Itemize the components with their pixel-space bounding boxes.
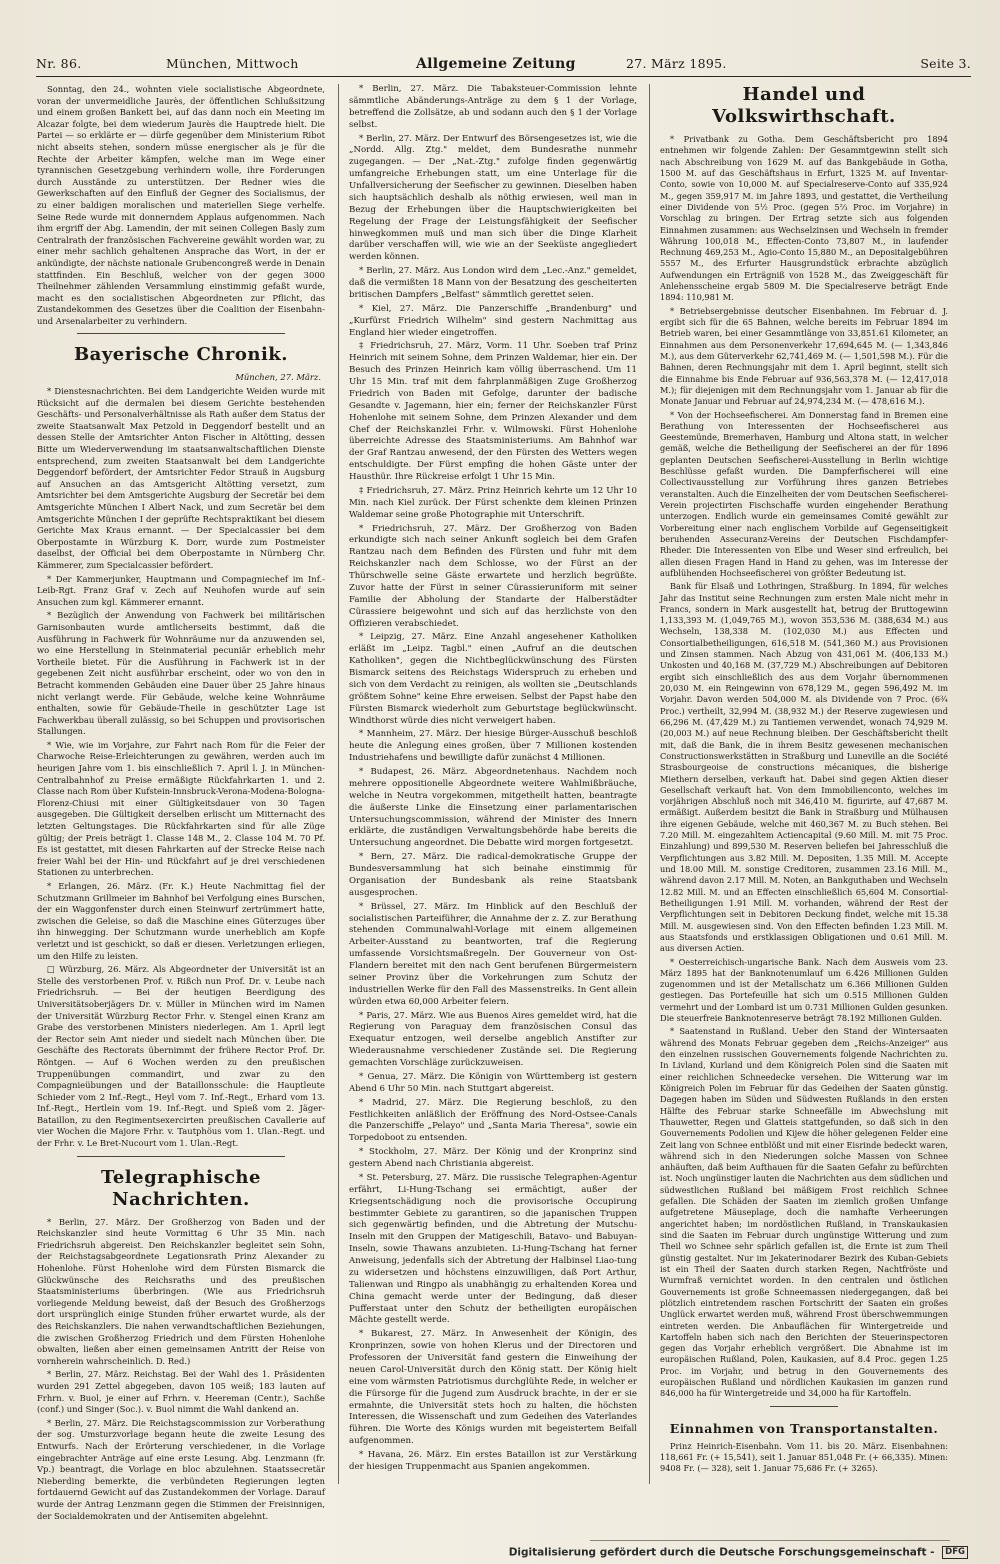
article-paragraph: * Wie, wie im Vorjahre, zur Fahrt nach Rom für die Feier der Charwoche Reise-Erleichterungen zu gewähren, werden auch im heurigen Jahre vom 1. bis einschließlich 7. April l. J. in München-Centralbahnhof zu Preise ermäßigte Rückfahrkarten 1. und 2. Classe nach Rom über Kufstein-Innsbruck-Verona-Modena-Bologna-Florenz-Chiusi mit einer Gültigkeitsdauer von 30 Tagen ausgegeben. Die Gültigkeit derselben erlischt um Mitternacht des letzten Geltungstages. Die Rückfahrkarten sind für alle Züge gültig; der Preis beträgt 1. Classe 148 M., 2. Classe 104 M. 70 Pf. Es ist gestattet, mit diesen Fahrkarten auf der Strecke Reise nach freier Wahl bei der Hin- und Rückfahrt auf je drei verschiedenen Stationen zu unterbrechen. <box>37 739 325 878</box>
masthead <box>36 56 971 76</box>
column-1 <box>37 84 325 1524</box>
digitization-footer <box>509 1546 968 1559</box>
article-paragraph: * Genua, 27. März. Die Königin von Württemberg ist gestern Abend 6 Uhr 50 Min. nach Stuttgart abgereist. <box>349 1071 637 1094</box>
article-paragraph: * Berlin, 27. März. Reichstag. Bei der Wahl des 1. Präsidenten wurden 291 Zettel abgegeben, davon 105 weiß; 183 lauten auf Frhrn. v. Buol, je einer auf Frhrn. v. Heereman (Centr.), Sachße (conf.) und Singer (Soc.). v. Buol nimmt die Wahl dankend an. <box>37 1369 325 1415</box>
article-paragraph: * Madrid, 27. März. Die Regierung beschloß, zu den Festlichkeiten anläßlich der Eröffnung des Nord-Ostsee-Canals die Panzerschiffe „Pelayo" und „Santa Maria Theresa", sowie ein Torpedoboot zu entsenden. <box>349 1097 637 1144</box>
article-paragraph: * Friedrichsruh, 27. März. Der Großherzog von Baden erkundigte sich nach seiner Ankunft sogleich bei dem Grafen Rantzau nach dem Befinden des Fürsten und fuhr mit dem Reichskanzler nach dem Schlosse, wo der Fürst an der Thürschwelle seine Gäste erwartete und herzlich begrüßte. Zuvor hatte der Fürst in seiner Cürassieruniform mit seiner Familie der Abholung der Standarte der Halberstädter Cürassiere beigewohnt und sich auf das herzlichste von den Offizieren verabschiedet. <box>349 523 637 629</box>
article-paragraph: * Bern, 27. März. Die radical-demokratische Gruppe der Bundesversammlung hat sich beinahe einstimmig für Organisation der Bundesbank als reine Staatsbank ausgesprochen. <box>349 852 637 898</box>
dfg-logo: DFG <box>942 1546 968 1559</box>
article-paragraph: * Paris, 27. März. Wie aus Buenos Aires gemeldet wird, hat die Regierung von Paraguay dem französischen Consul das Exequatur entzogen, weil derselbe angeblich Anstifter zur Wiederausnahme verschiedener Zustände sei. Die Regierung gemachten Vorschläge zurückzuweisen. <box>349 1010 637 1068</box>
dateline: München, 27. März. <box>235 372 321 383</box>
column-divider <box>338 84 339 1484</box>
column-2 <box>349 84 637 1476</box>
issue-date: 27. März 1895. <box>626 56 727 71</box>
article-paragraph: * Budapest, 26. März. Abgeordnetenhaus. Nachdem noch mehrere oppositionelle Abgeordnete weitere Wahlmißbräuche, welche in Neutra vorgekommen, mitgetheilt hatten, beantragte die äußerste Linke die Einsetzung einer parlamentarischen Untersuchungscommission, während der Minister des Innern erklärte, die zuständigen Verwaltungsbehörde habe bereits die Untersuchung angeordnet. Die Debatte wird morgen fortgesetzt. <box>349 767 637 849</box>
article-paragraph: * Bezüglich der Anwendung von Fachwerk bei militärischen Garnisonbauten wurde amtlicherseits bestimmt, daß die Ausführung in Fachwerk für Wohnräume nur da anzuwenden sei, wo eine Herstellung in Steinmaterial pecuniär erheblich mehr Vortheile bietet. Für die Ausführung in Fachwerk ist in der gegebenen Zeit nicht ausführbar erscheint, oder wo von den in Betracht kommenden Gebäuden eine Dauer über 25 Jahre hinaus nicht verlangt werde. Für Gebäude, welche keine Wohnräume enthalten, sowie für Gebäude-Theile in geschützter Lage ist Fachwerkbau überall zulässig, so bei Schuppen und provisorischen Stallungen. <box>37 610 325 737</box>
page-number: Seite 3. <box>920 56 971 71</box>
article-paragraph: ‡ Friedrichsruh, 27. März. Prinz Heinrich kehrte um 12 Uhr 10 Min. nach Kiel zurück. Der Fürst schenkte dem kleinen Prinzen Waldemar seine große Photographie mit Unterschrift. <box>349 485 637 520</box>
article-paragraph: * Berlin, 27. März. Aus London wird dem „Lec.-Anz." gemeldet, daß die vermißten 18 Mann von der Besatzung des gescheiterten britischen Dampfers „Belfast" sämmtlich gerettet seien. <box>349 266 637 300</box>
section-divider <box>77 333 285 334</box>
article-paragraph: * St. Petersburg, 27. März. Die russische Telegraphen-Agentur erfährt, Li-Hung-Tschang sei ermächtigt, außer der Kriegsentschädigung noch die provisorische Occupirung bestimmter Gebiete zu garantiren, so die japanischen Truppen sich gegenwärtig befinden, und die Abtretung der Mutschu-Inseln mit den Gruppen der Matigeschili, Batavo- und Babuyan-Inseln, sowie Thawans anzubieten. Li-Hung-Tschang hat ferner Anweisung, jedenfalls sich der Abtretung der Halbinsel Liao-tung zu widersetzen und höchstens einzuwilligen, daß Port Arthur, Talienwan und Ringpo als unabhängig zu erhaltenden Korea und China gemacht werde unter der Bedingung, daß dieser Pufferstaat unter den Schutz der betheiligten europäischen Mächte gestellt werde. <box>349 1172 637 1326</box>
newspaper-title: Allgemeine Zeitung <box>416 56 576 72</box>
article-paragraph: * Stockholm, 27. März. Der König und der Kronprinz sind gestern Abend nach Christiania abgereist. <box>349 1147 637 1169</box>
section-heading-bavarian: Bayerische Chronik. <box>73 344 289 366</box>
article-paragraph: * Von der Hochseefischerei. Am Donnerstag fand in Bremen eine Berathung von Interessenten der Hochseefischerei aus Geestemünde, Bremerhaven, Hamburg und Altona statt, in welcher gemäß, welche die Betheiligung der Seefischerei an der für 1896 geplanten Deutschen Seefischerei-Ausstellung in Berlin wichtige Beschlüsse gefaßt wurden. Die Dampferfischerei will eine Collectivausstellung zur Vorführung ihres ganzen Betriebes veranstalten. Auch die Einzelheiten der vom Deutschen Seefischerei-Verein projectirten Fischschaffe wurden eingehender Berathung unterzogen. Endlich wurde ein gemeinsames Comité gewählt zur Vorbereitung einer nach englischem Vorbilde auf Gegenseitigkeit beruhenden Assecuranz-Vereins der Deutschen Fischdampfer-Rheder. Die Interessenten von Elbe und Weser sind erfreulich, bei allen diesen Fragen Hand in Hand zu gehen, was im Interesse der aufblühenden Hochseefischerei von größter Bedeutung ist. <box>660 409 948 578</box>
section-divider <box>77 1156 285 1157</box>
article-paragraph: * Leipzig, 27. März. Eine Anzahl angesehener Katholiken erläßt im „Leipz. Tagbl." einen „Aufruf an die deutschen Katholiken", gegen die Nichtbeglückwünschung des Fürsten Bismarck seitens des Reichstags Widerspruch zu erheben und sich von dem Verdacht zu reinigen, als wollten sie „Deutschlands größtem Sohne" keine Ehre erweisen. Selbst der Papst habe den Fürsten Bismarck wiederholt zum Geburtstage beglückwünscht. Windthorst würde dies nicht verweigert haben. <box>349 632 637 726</box>
article-paragraph: * Bukarest, 27. März. In Anwesenheit der Königin, des Kronprinzen, sowie von hohen Klerus und der Directoren und Professoren der Universität fand gestern die Einweihung der neuen Carol-Universität durch den König statt. Der König hielt eine vom wärmsten Patriotismus durchglühte Rede, in welcher er die Fürsorge für die Jugend zum Ausdruck brachte, in der er sie ermahnte, die Universität stets hoch zu halten, die höchsten Interessen, die Wissenschaft und zum Gedeihen des Vaterlandes führen. Die Worte des Königs wurden mit begeistertem Beifall aufgenommen. <box>349 1329 637 1447</box>
article-paragraph: ‡ Friedrichsruh, 27. März, Vorm. 11 Uhr. Soeben traf Prinz Heinrich mit seinem Sohne, dem Prinzen Waldemar, hier ein. Der Besuch des Prinzen Heinrich kam völlig überraschend. Um 11 Uhr 15 Min. traf mit dem fahrplanmäßigen Zuge Großherzog Friedrich von Baden mit Gefolge, darunter der badische Gesandte v. Jagemann, hier ein; ferner der Reichskanzler Fürst Hohenlohe mit seinem Sohne, dem Prinzen Alexander und dem Chef der Reichskanzlei Frhr. v. Wilmowski. Fürst Hohenlohe überreichte Adresse des Staatsministeriums. Am Bahnhof war der Graf Rantzau anwesend, der den Fürsten des Wetters wegen entschuldigte. Der Fürst empfing die hohen Gäste unter der Hausthür. Ihre Rückreise erfolgt 1 Uhr 15 Min. <box>349 341 637 482</box>
section-heading-transport: Einnahmen von Transportanstalten. <box>669 1420 939 1436</box>
footer-rule <box>590 1540 950 1541</box>
article-paragraph: * Der Kammerjunker, Hauptmann und Compagniechef im Inf.-Leib-Rgt. Franz Graf v. Zech auf Neuhofen wurde auf sein Ansuchen zum kgl. Kämmerer ernannt. <box>37 573 325 607</box>
article-paragraph: * Erlangen, 26. März. (Fr. K.) Heute Nachmittag fiel der Schutzmann Grillmeier im Bahnhof bei Verfolgung eines Burschen, der ein Waggonfenster durch einen Steinwurf zertrümmert hatte, zwischen die Geleise, so daß die Maschine eines Güterzuges über ihn hinwegging. Der Schutzmann wurde unerheblich am Kopfe verletzt und ist geschickt, so daß er diesen. Verletzungen erliegen, um den Hilfe zu leisten. <box>37 881 325 961</box>
column-divider <box>649 84 650 1484</box>
article-paragraph: * Oesterreichisch-ungarische Bank. Nach dem Ausweis vom 23. März 1895 hat der Banknotenumlauf um 6.426 Millionen Gulden zugenommen und ist der Metallschatz um 6.366 Millionen Gulden gestiegen. Das Portefeuille hat sich um 0.515 Millionen Gulden vermehrt und der Lombard ist um 0.731 Millionen Gulden gesunken. Die steuerfreie Banknotenreserve beträgt 78.192 Millionen Gulden. <box>660 956 948 1024</box>
article-paragraph: Prinz Heinrich-Eisenbahn. Vom 11. bis 20. März. Eisenbahnen: 118,661 Fr. (+ 15,541), seit 1. Januar 851,048 Fr. (+ 66,335). Minen: 9408 Fr. (— 328), seit 1. Januar 75,686 Fr. (+ 3265). <box>660 1440 948 1474</box>
article-paragraph: * Dienstesnachrichten. Bei dem Landgerichte Weiden wurde mit Rücksicht auf die dermalen bei diesem Gerichte bestehenden Geschäfts- und Personalverhältnisse als Rath außer dem Status der zweite Staatsanwalt Max Petzold in Deggendorf bestellt und an dessen Stelle der Amtsrichter Anton Fischer in Altötting, dessen Bitte um Wiederverwendung im staatsanwaltschaftlichen Dienste entsprechend, zum zweiten Staatsanwalt bei dem Landgerichte Deggendorf befördert, der Amtsrichter Fedor Strauß in Augsburg auf Ansuchen an das Amtsgericht Altötting versetzt, zum Amtsrichter bei dem Amtsgerichte Augsburg der Secretär bei dem Amtsgerichte München I Albert Nack, und zum Secretär bei dem Amtsgerichte München I der geprüfte Rechtspraktikant bei diesem Gerichte Max Kraus ernannt. — Der Specialcassier bei dem Oberpostamte in Würzburg K. Dorr, wurde zum Postmeister daselbst, der Official bei dem Oberpostamte in Nürnberg Chr. Kämmerer, zum Specialcassier befördert. <box>37 386 325 570</box>
issue-number: Nr. 86. <box>36 56 82 71</box>
article-paragraph: * Berlin, 27. März. Der Entwurf des Börsengesetzes ist, wie die „Nordd. Allg. Ztg." meldet, dem Bundesrathe nunmehr zugegangen. — Der „Nat.-Ztg." zufolge finden gegenwärtig umfangreiche Erhebungen statt, um eine Unterlage für die Unfallversicherung der Seefischer zu gewinnen. Dieselben haben sich hauptsächlich deshalb als nöthig erwiesen, weil man in Bezug der Erhebungen über die Hauptschwierigkeiten bei Regelung der Frage der Leistungsfähigkeit der Seefischer hinwegkommen muß und man sich über die Dinge Klarheit darüber verschaffen will, wie wie an der Seeküste angegliedert werden können. <box>349 133 637 263</box>
footer-text: Digitalisierung gefördert durch die Deutsche Forschungsgemeinschaft - <box>508 1546 935 1559</box>
article-paragraph: Bank für Elsaß und Lothringen, Straßburg. In 1894, für welches Jahr das Institut seine Rechnungen zum ersten Male nicht mehr in Francs, sondern in Mark ausgestellt hat, betrug der Bruttogewinn 1,133,393 M. (1,049,765 M.), wovon 353,536 M. (388,634 M.) aus Wechseln, 138,338 M. (102,030 M.) aus Effecten und Consortialbetheiligungen, 616,518 M. (541,360 M.) aus Provisionen und Zinsen stammen. Nach Abzug von 431,061 M. (406,133 M.) Unkosten und 40,168 M. (37,729 M.) Abschreibungen auf Debitoren ergibt sich einschließlich des aus dem Vorjahr übernommenen 20,030 M. ein Reingewinn von 678,129 M., gegen 596,492 M. im Vorjahr. Davon werden 504,000 M. als Dividende von 7 Proc. (6¾ Proc.) vertheilt, 32,994 M. (38,932 M.) der Reserve zugewiesen und 66,296 M. (47,429 M.) zu Tantiemen verwendet, wonach 74,929 M. (20,003 M.) auf neue Rechnung bleiben. Der Geschäftsbericht theilt mit, daß die Bank, die in ihrem Besitz gewesenen mechanischen Constructionswerkstätten in Straßburg und Luneville an die Société Strasbourgeoise de constructions mécaniques, die bisherige Miethern derselben, verkauft hat. Dabei sind gegen Aktien dieser Gesellschaft verkauft hat. Von dem Immobiliencontо, welches im vorjährigen Abschluß noch mit 346,410 M. figurirte, auf 47,687 M. ermäßigt. Außerdem besitzt die Bank in Straßburg und Mülhausen ihre eigenen Gebäude, welche mit 460,367 M. zu Buch stehen. Bei 7.20 Mill. M. eingezahltem Actiencapital (9.60 Mill. M. mit 75 Proc. Einzahlung) und 899,530 M. Reserven beliefen bei Jahresschluß die Verpflichtungen aus 3.82 Mill. M. Depositen, 1.35 Mill. M. Accepte und 18.00 Mill. M. sonstige Creditoren, zusammen 23.16 Mill. M., während davon 2.17 Mill. M. Noten, an Bankguthaben und Wechseln 12.82 Mill. M. und an Effecten einschließlich 65,604 M. Consortial-Betheiligungen 1.91 Mill. M. vorhanden, während der Rest der Verpflichtungen seit in Debitoren Deckung findet, welche mit 15.38 Mill. M. ausgewiesen sind. Von den Effecten befinden 1.23 Mill. M. aus Staatsfonds und erstklassigen Obligationen und 0.61 Mill. M. aus diversen Actien. <box>660 581 948 954</box>
article-paragraph: * Betriebsergebnisse deutscher Eisenbahnen. Im Februar d. J. ergibt sich für die 65 Bahnen, welche bereits im Februar 1894 im Betrieb waren, bei einer Gesammtlänge von 33,851.61 Kilometer, an Einnahmen aus dem Personenverkehr 17,694,645 M. (— 1,343,846 M.), aus dem Güterverkehr 62,741,469 M. (— 1,501,598 M.). Für die Bahnen, deren Rechnungsjahr mit dem 1. April beginnt, stellt sich die Einnahme bis Ende Februar auf 936,563,378 M. (— 12,417,018 M.); für diejenigen mit dem Rechnungsjahr vom 1. Januar ab für die Monate Januar und Februar auf 24,974,234 M. (— 478,616 M.). <box>660 305 948 407</box>
article-paragraph: * Privatbank zu Gotha. Dem Geschäftsbericht pro 1894 entnehmen wir folgende Zahlen: Der Gesammtgewinn stellt sich nach Abschreibung von 1629 M. auf das Bankgebäude in Gotha, 1500 M. auf das Geschäftshaus in Erfurt, 1325 M. auf Inventar-Conto, sowie von 10,000 M. auf Specialreserve-Conto auf 335,924 M., gegen 359,917 M. im Jahre 1893, und gestattet, die Vertheilung einer Dividende von 5½ Proc. (gegen 5⅔ Proc. im Vorjahre) in Vorschlag zu bringen. Der Ertrag setzte sich aus folgenden Einnahmen zusammen: aus Wechselzinsen und Wechseln in fremder Währung 100,018 M., Effecten-Conto 73,807 M., in laufender Rechnung 469,253 M., Agio-Conto 15,880 M., an Depositalgebühren 5557 M., des Erfurter Hausgrundstück erbrachte abzüglich Aufwendungen ein Erträgniß von 1528 M., das Zweiggeschäft für Anlehensscheine ergab 5809 M. Die Specialreserve beträgt Ende 1894: 110,981 M. <box>660 134 948 303</box>
article-paragraph: * Kiel, 27. März. Die Panzerschiffe „Brandenburg" und „Kurfürst Friedrich Wilhelm" sind gestern Nachmittag aus England hier wieder eingetroffen. <box>349 303 637 338</box>
section-divider <box>770 1406 838 1407</box>
article-paragraph: □ Würzburg, 26. März. Als Abgeordneter der Universität ist an Stelle des verstorbenen Prof. v. Rißch nun Prof. Dr. v. Leube nach Friedrichsruh. — Bei der heutigen Beerdigung des Universitätsoberjägers Dr. v. Müller in München wird im Namen der Universität Würzburg Rector Frhr. v. Stengel einen Kranz am Grabe des verstorbenen Ministers niederlegen. Am 1. April legt der Rector sein Amt nieder und siedelt nach München über. Die Geschäfte des Rectorats übernimmt der frühere Rector Prof. Dr. Röntgen. — Auf 6 Wochen werden zu den preußischen Truppenübungen commandirt, und zwar zu den Compagnieübungen und der Bataillonsschule: die Hauptleute Schieder vom 2 Inf.-Regt., Heyl vom 7. Inf.-Regt., Erhard vom 13. Inf.-Regt., Hertlein vom 19. Inf.-Regt. und Spieß vom 2. Jäger-Bataillon, zu den Regimentsexercirten preußischen Cavallerie auf vier Wochen die Majore Frhr. v. Tautphöus vom 1. Ulan.-Regt. und der Frhr. v. Le Bret-Nucourt vom 1. Ulan.-Regt. <box>37 964 325 1149</box>
article-paragraph: * Havana, 26. März. Ein erstes Bataillon ist zur Verstärkung der hiesigen Truppenmacht aus Spanien angekommen. <box>349 1450 637 1472</box>
article-paragraph: * Berlin, 27. März. Die Tabaksteuer-Commission lehnte sämmtliche Abänderungs-Anträge zu dem § 1 der Vorlage, betreffend die Zollsätze, ab und sodann auch den § 1 der Vorlage selbst. <box>349 84 637 130</box>
article-paragraph: * Brüssel, 27. März. Im Hinblick auf den Beschluß der socialistischen Parteiführer, die Annahme der z. Z. zur Berathung stehenden Communalwahl-Vorlage mit einem allgemeinen Arbeiter-Ausstand zu beantworten, traf die Regierung umfassende Vorsichtsmaßregeln. Der Gouverneur von Ost-Flandern bereitet mit den nach Gent berufenen Bürgermeistern seiner Provinz über die Vorkehrungen zum Schutz der industriellen Werke für den Fall des Massenstreiks. In Gent allein würden etwa 60,000 Arbeiter feiern. <box>349 901 637 1007</box>
article-paragraph: * Saatenstand in Rußland. Ueber den Stand der Wintersaaten während des Monats Februar gegeben dem „Reichs-Anzeiger" aus den einzelnen russischen Gouvernements folgende Nachrichten zu. In Livland, Kurland und dem Königreich Polen sind die Saaten mit einer reichlichen Schneedecke versehen. Die Witterung war im Königreich Polen im Februar für das Gedeihen der Saaten günstig. Dagegen haben im Süden und Südwesten Rußlands in den ersten Hälfte des Februar starke Schneefälle im Abwechslung mit Thauwetter, Regen und Glatteis stattgefunden, so daß sich in den Gouvernements Podolien und Kijew die höher gelegenen Felder eine Zeit lang von Schnee entblößt und mit einer Eisrinde bedeckt waren, während sich in den Niederungen solche Massen von Schnee anhäuften, daß beim Aufthauen für die Saaten Gefahr zu befürchten ist. Noch ungünstiger lauten die Nachrichten aus dem südlichen und südwestlichen Rußland bei mäßigem Frost reichlich Schnee gefallen. Die Schäden der Saaten im ziemlich großen Umfange aufgetretene Mäuseplage, doch die namhafte Verheerungen angerichtet haben; im nordöstlichen Rußland, in Transkaukasien sind die Saaten im Februar durch ungünstige Witterung und zum Theil wo Schnee sehr spärlich gefallen ist, die Ernte ist zum Theil günstig gestaltet. Nur im Jekaterinodarer Bezirk des Kuban-Gebiets ist ein Theil der Saaten durch starken Regen, Nachtfröste und Wurmfraß vernichtet worden. In den centralen und östlichen Gouvernements ist große Schneemassen niedergegangen, daß bei plötzlich eintretendem raschen Fortschritt der Saaten ein großes Unglück erwartet werden muß, während Frost überschwemmungen eintreten werden. Die Anbauflächen für Wintergetreide und Kartoffeln haben sich nach den Berichten der Steuerinspectoren gegen das Vorjahr erheblich vergrößert. Die Abnahme ist im europäischen Rußland, Polen, Kaukasien, auf 8.4 Proc. gegen 1.25 Proc. im Vorjahr, und betrug in den Gouvernements des europäischen Rußland und nördlichen Kaukasien im ganzen rund 846,000 ha für Wintergetreide und 34,000 ha für Kartoffeln. <box>660 1026 948 1399</box>
section-heading-telegraph: Telegraphische Nachrichten. <box>101 1166 261 1210</box>
article-paragraph: * Berlin, 27. März. Der Großherzog von Baden und der Reichskanzler sind heute Vormittag 6 Uhr 35 Min. nach Friedrichsruh abgereist. Den Reichskanzler begleitet sein Sohn, der Reichstagsabgeordnete Legationsrath Prinz Alexander zu Hohenlohe. Fürst Hohenlohe wird dem Fürsten Bismarck die Glückwünsche des Reichsraths und des preußischen Staatsministeriums überbringen. (Wie aus Friedrichsruh vorliegende Meldung beweist, daß der Besuch des Großherzogs dort ursprünglich einige Stunden früher erwartet wurde, als der des Reichskanzlers. Die nahen verwandtschaftlichen Beziehungen, die zwischen Großherzog Friedrich und dem Fürsten Hohenlohe obwalten, ließen aber einen gemeinsamen Antritt der Reise von vornherein wahrscheinlich. D. Red.) <box>37 1216 325 1366</box>
article-paragraph: * Berlin, 27. März. Die Reichstagscommission zur Vorberathung der sog. Umsturzvorlage begann heute die zweite Lesung des Entwurfs. Nach der Erörterung verschiedener, in die Vorlage eingebrachter Anträge auf eine erste Lesung. Abg. Lenzmann (fr. Vp.) beantragt, die Vorlage en bloc abzulehnen. Staatssecretär Nieberding bemerkte, die verbündeten Regierungen legten fortdauernd Gewicht auf das Zustandekommen der Vorlage. Darauf wurde der Antrag Lenzmann gegen die Stimmen der Freisinnigen, der Socialdemokraten und der Antisemiten abgelehnt. <box>37 1417 325 1521</box>
section-heading-commerce: Handel und Volkswirthschaft. <box>712 84 896 127</box>
article-paragraph: * Mannheim, 27. März. Der hiesige Bürger-Ausschuß beschloß heute die Anlegung eines großen, über 7 Millionen kostenden Industriehafens und bewilligte dafür zunächst 4 Millionen. <box>349 729 637 764</box>
place-day: München, Mittwoch <box>166 56 299 71</box>
article-paragraph: Sonntag, den 24., wohnten viele socialistische Abgeordnete, voran der unvermeidliche Jaurès, der öffentlichen Schlußsitzung und einem großen Bankett bei, auf das dann noch ein Meeting im Alcazar folgte, bei dem wiederum Jaurès die Hauptrede hielt. Die Partei — so erklärte er — dürfe gegenüber dem Ministerium Ribot nicht abseits stehen, sondern müsse energischer als je für die Rechte der Arbeiter kämpfen, welche man im Wege einer tyrannischen Gesetzgebung verhindern wolle, ihre Forderungen durch Ausstände zu unterstützen. Der Redner wies die Gewerkschaften auf den Einfluß der Gegner des Socialismus, der zu einer baldigen moralischen und materiellen Siege verhelfe. Seine Rede wurde mit donnerndem Applaus aufgenommen. Nach ihm ergriff der Abg. Lamendin, der mit seinen Collegen Basly zum Centralrath der französischen Fachvereine gewählt worden war, zu einer mehr sachlich gehaltenen Ansprache das Wort, in der er ankündigte, der nächste nationale Grubencongreß werde in Denain stattfinden. Ein Beschluß, welcher von der gegen 3000 Theilnehmer zählenden Versammlung einstimmig gefaßt wurde, macht es den socialistischen Abgeordneten zur Pflicht, das Zustandekommen des Gesetzes über die Coalition der Eisenbahn- und Arsenalarbeiter zu verhindern. <box>37 84 325 326</box>
masthead-rule <box>36 76 971 77</box>
column-3 <box>660 84 948 1477</box>
